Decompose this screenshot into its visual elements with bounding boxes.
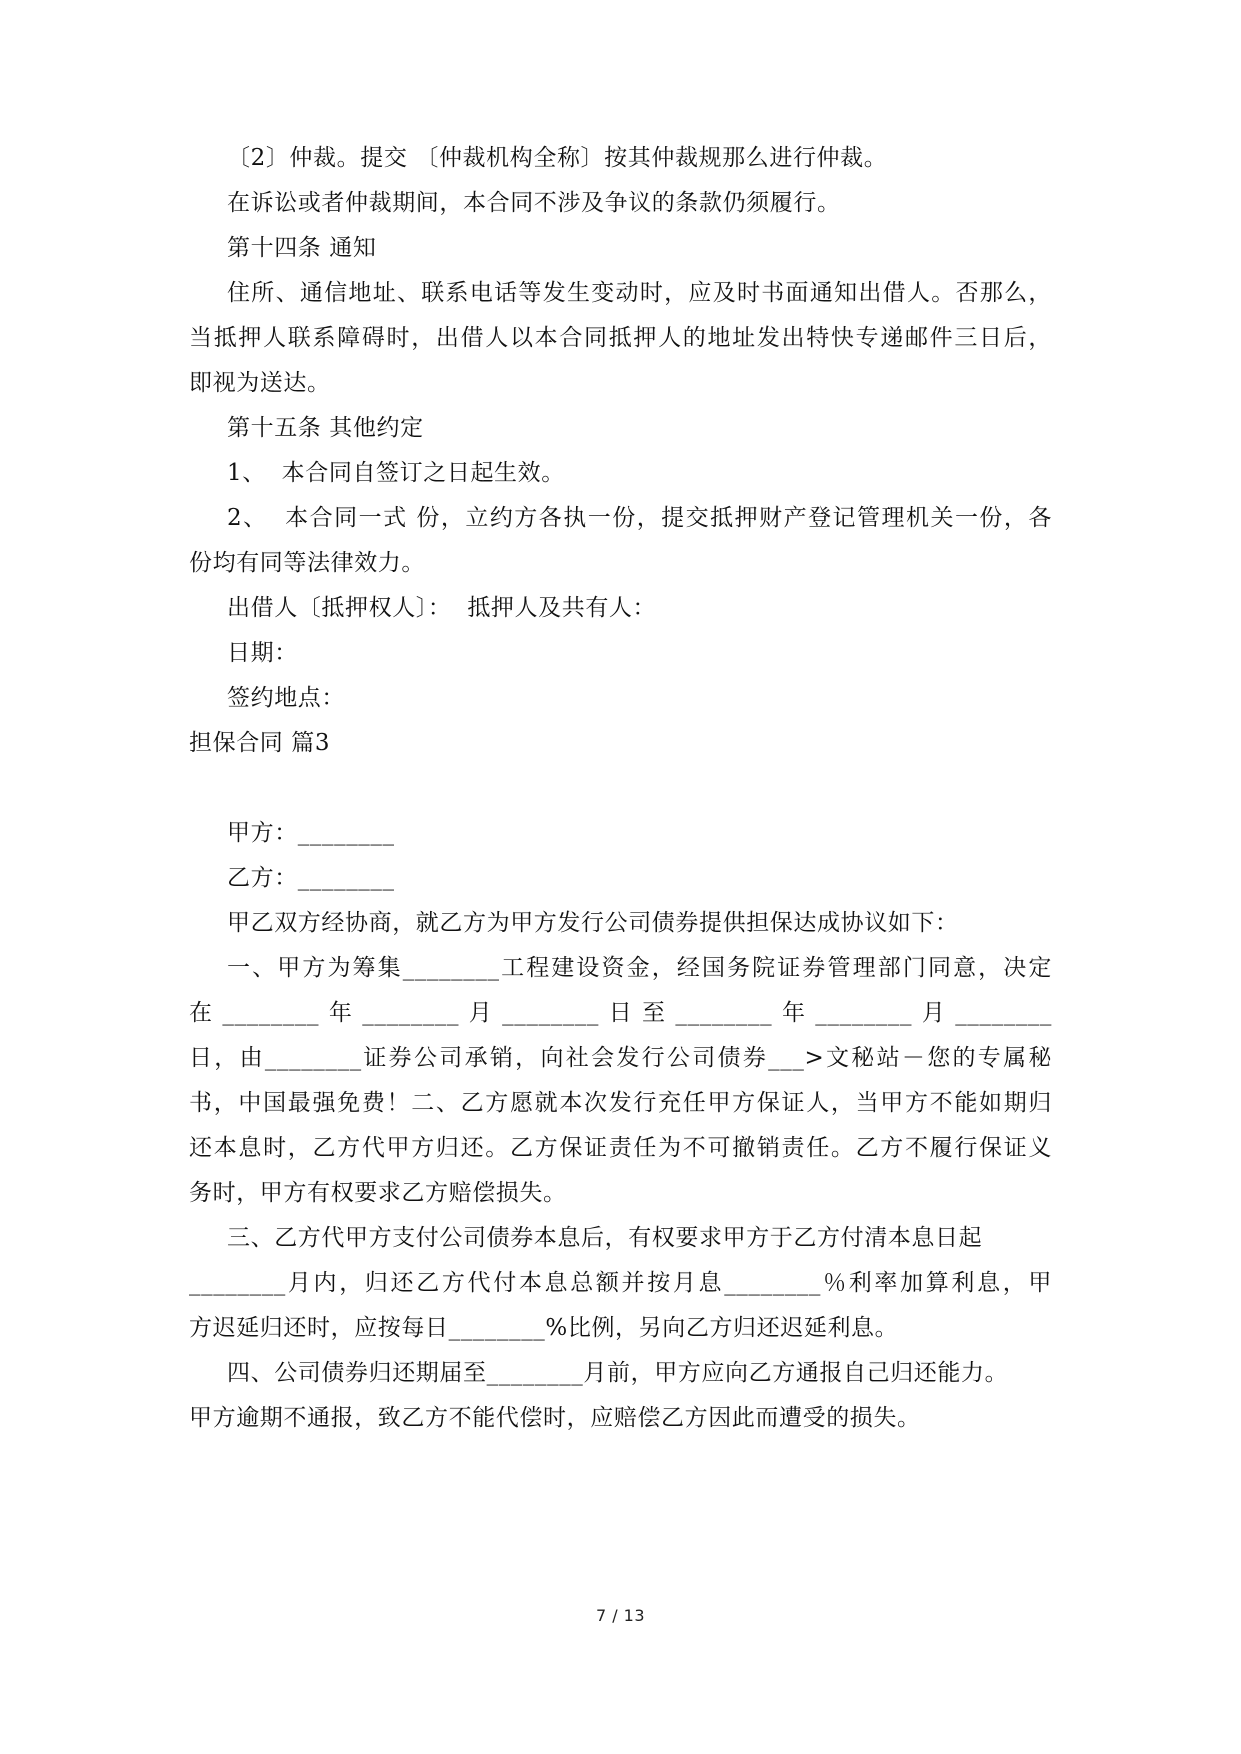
- clause-1-line-2: 在________年________月________日至________年________月________: [189, 1000, 1052, 1026]
- notice-paragraph-line-3: 即视为送达。: [189, 370, 331, 396]
- clause-1-line-1: 一、甲方为筹集________工程建设资金，经国务院证券管理部门同意，决定: [227, 955, 1052, 981]
- party-b-line: 乙方：________: [227, 865, 395, 891]
- article-14-heading: 第十四条 通知: [227, 235, 377, 261]
- agreement-intro-line: 甲乙双方经协商，就乙方为甲方发行公司债券提供担保达成协议如下：: [227, 910, 959, 936]
- other-terms-item-2-line-2: 份均有同等法律效力。: [189, 550, 425, 576]
- signing-place-line: 签约地点：: [227, 685, 345, 711]
- other-terms-item-2-line-1: 2、 本合同一式 份，立约方各执一份，提交抵押财产登记管理机关一份，各: [227, 505, 1052, 531]
- article-15-heading: 第十五条 其他约定: [227, 415, 424, 441]
- notice-paragraph-line-2: 当抵押人联系障碍时，出借人以本合同抵押人的地址发出特快专递邮件三日后，: [189, 325, 1052, 351]
- clause-2-line-1: 书，中国最强免费！二、乙方愿就本次发行充任甲方保证人，当甲方不能如期归: [189, 1090, 1052, 1116]
- arbitration-clause-line: 〔2〕仲裁。提交 〔仲裁机构全称〕按其仲裁规那么进行仲裁。: [227, 145, 888, 171]
- date-line: 日期：: [227, 640, 298, 666]
- clause-2-line-2: 还本息时，乙方代甲方归还。乙方保证责任为不可撤销责任。乙方不履行保证义: [189, 1135, 1052, 1161]
- clause-3-line-3: 方迟延归还时，应按每日________%比例，另向乙方归还迟延利息。: [189, 1315, 899, 1341]
- party-a-line: 甲方：________: [227, 820, 395, 846]
- clause-3-line-2: ________月内，归还乙方代付本息总额并按月息________％利率加算利息，甲: [189, 1270, 1052, 1296]
- section-title: 担保合同 篇3: [189, 730, 331, 756]
- clause-3-line-1: 三、乙方代甲方支付公司债券本息后，有权要求甲方于乙方付清本息日起: [227, 1225, 983, 1251]
- page-number: 7 / 13: [595, 1606, 646, 1625]
- clause-4-line-2: 甲方逾期不通报，致乙方不能代偿时，应赔偿乙方因此而遭受的损失。: [189, 1405, 921, 1431]
- clause-1-line-3: 日，由________证券公司承销，向社会发行公司债券___>文秘站－您的专属秘: [189, 1045, 1052, 1071]
- signatories-line: 出借人〔抵押权人〕： 抵押人及共有人：: [227, 595, 657, 621]
- clause-4-line-1: 四、公司债券归还期届至________月前，甲方应向乙方通报自己归还能力。: [227, 1360, 1009, 1386]
- clause-2-line-3: 务时，甲方有权要求乙方赔偿损失。: [189, 1180, 567, 1206]
- notice-paragraph-line-1: 住所、通信地址、联系电话等发生变动时，应及时书面通知出借人。否那么，: [227, 280, 1052, 306]
- other-terms-item-1: 1、 本合同自签订之日起生效。: [227, 460, 565, 486]
- dispute-period-line: 在诉讼或者仲裁期间，本合同不涉及争议的条款仍须履行。: [227, 190, 841, 216]
